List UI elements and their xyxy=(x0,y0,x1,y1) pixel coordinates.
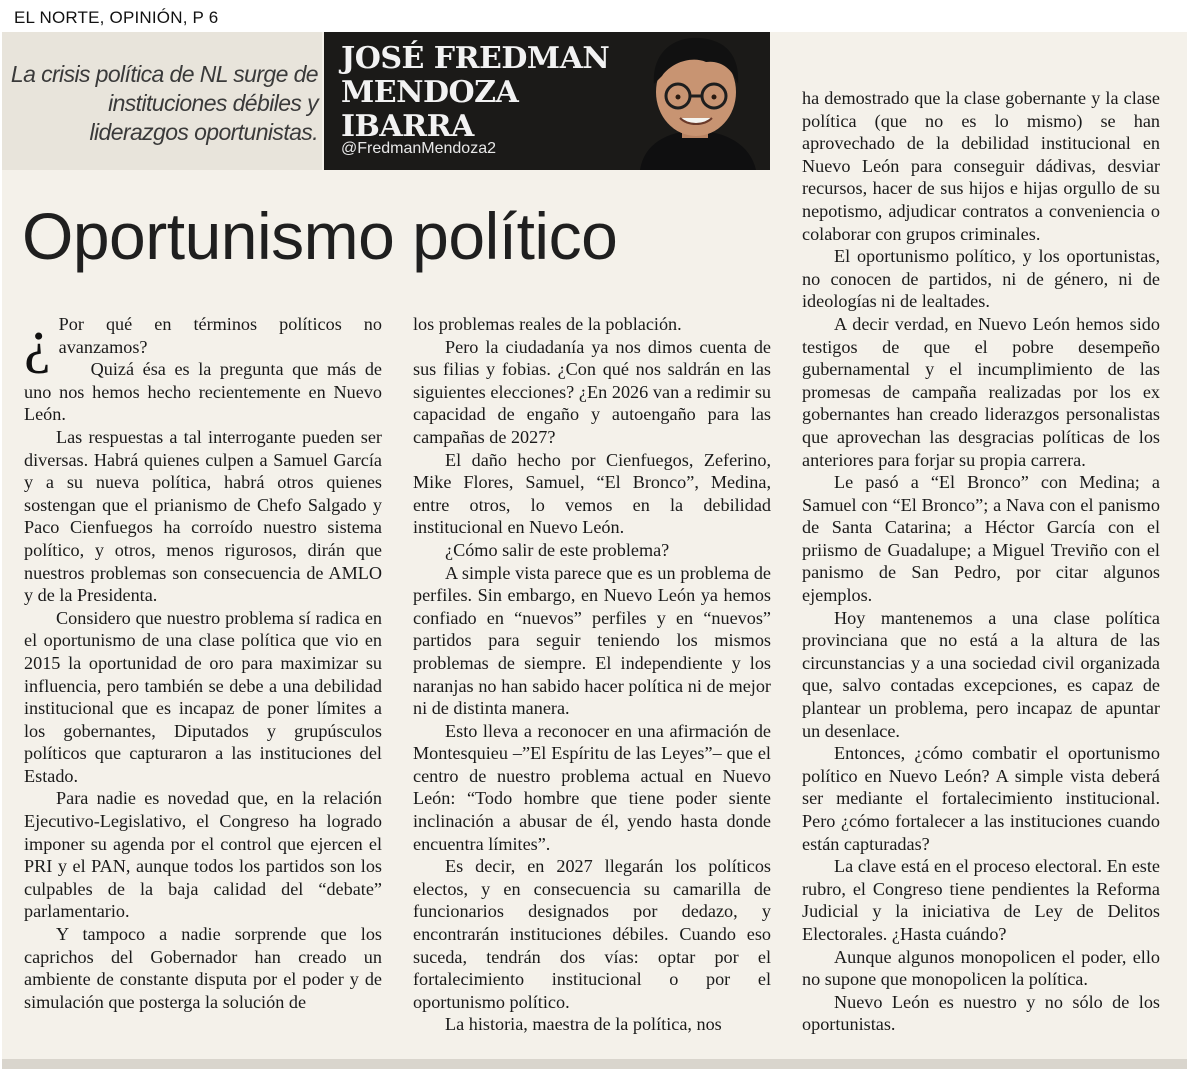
paragraph: Y tampoco a nadie sorprende que los caprichos del Gobernador han creado un ambiente de constante disputa por el poder y de simulación que posterga la solución de xyxy=(24,924,382,1012)
dropcap: ¿ xyxy=(24,308,51,374)
author-portrait xyxy=(622,32,770,170)
paragraph: Quizá ésa es la pregunta que más de uno nos hemos hecho recientemente en Nuevo León. xyxy=(24,359,382,425)
headline: Oportunismo político xyxy=(22,199,618,273)
paragraph: El daño hecho por Cienfuegos, Zeferino, Mike Flores, Samuel, “El Bronco”, Medina, entre otros, lo vemos en la debilidad institucional en Nuevo León. xyxy=(413,449,771,538)
author-name-line3: IBARRA xyxy=(341,109,474,144)
paragraph: El oportunismo político, y los oportunistas, no conocen de partidos, ni de género, ni de ideologías ni de lealtades. xyxy=(802,246,1160,312)
paragraph: Nuevo León es nuestro y no sólo de los oportunistas. xyxy=(802,991,1160,1035)
article-column-2 xyxy=(413,313,771,1036)
article-column-3 xyxy=(802,87,1160,1036)
article-column-1 xyxy=(24,308,382,1013)
author-name xyxy=(341,42,609,144)
author-name-line2: MENDOZA xyxy=(341,75,519,110)
paragraph: Pero la ciudadanía ya nos dimos cuenta de sus filias y fobias. ¿Con qué nos saldrán en las siguientes elecciones? ¿En 2026 van a redimir su capacidad de engaño y autoengaño para las campañas de 2027? xyxy=(413,336,771,447)
author-handle: @FredmanMendoza2 xyxy=(341,140,496,157)
paragraph: La clave está en el proceso electoral. En este rubro, el Congreso tiene pendientes la Reforma Judicial y la iniciativa de Ley de Delitos Electorales. ¿Hasta cuándo? xyxy=(802,856,1160,944)
paragraph: A simple vista parece que es un problema de perfiles. Sin embargo, en Nuevo León ya hemos confiado en “nuevos” perfiles y en “nuevos” partidos para seguir teniendo los mismos problemas de siempre. El independiente y los naranjas no han sabido hacer política ni de mejor ni de distinta manera. xyxy=(413,562,771,719)
paragraph: Es decir, en 2027 llegarán los políticos electos, y en consecuencia su camarilla de funcionarios designados por dedazo, y encontrarán instituciones débiles. Cuando eso suceda, tendrán dos vías: optar por el fortalecimiento institucional o por el oportunismo político. xyxy=(413,856,771,1012)
paragraph: Aunque algunos monopolicen el poder, ello no supone que monopolicen la política. xyxy=(802,946,1160,990)
paragraph: Las respuestas a tal interrogante pueden ser diversas. Habrá quienes culpen a Samuel García y a su nueva política, habrá otros quienes sostengan que el prianismo de Chefo Salgado y Paco Cienfuegos ha corroído nuestro sistema político, y otros, menos rigurosos, dirán que nuestros problemas son consecuencia de AMLO y de la Presidenta. xyxy=(24,426,382,606)
paragraph: Hoy mantenemos a una clase política provinciana que no está a la altura de las circunstancias y a una sociedad civil organizada que, salvo contadas excepciones, es capaz de plantear un problema, pero incapaz de apuntar un desenlace. xyxy=(802,607,1160,741)
paragraph: ¿Cómo salir de este problema? xyxy=(445,539,670,560)
paragraph: Le pasó a “El Bronco” con Medina; a Samuel con “El Bronco”; a Nava con el panismo de Santa Catarina; a Héctor García con el priismo de Guadalupe; a Miguel Treviño con el panismo de San Pedro, por citar algunos ejemplos. xyxy=(802,472,1160,606)
paragraph: Entonces, ¿cómo combatir el oportunismo político en Nuevo León? A simple vista deberá ser mediante el fortalecimiento institucional. Pero ¿cómo fortalecer a las instituciones cuando están capturadas? xyxy=(802,743,1160,854)
lead-text: La crisis política de NL surge de instituciones débiles y liderazgos oportunistas. xyxy=(10,61,318,145)
paragraph: Considero que nuestro problema sí radica en el oportunismo de una clase política que vio en 2015 la oportunidad de oro para maximizar su influencia, pero también se debe a una debilidad institucional que es incapaz de poner límites a los gobernantes, Diputados y grupúsculos políticos que capturaron a las instituciones del Estado. xyxy=(24,607,382,786)
paragraph: Para nadie es novedad que, en la relación Ejecutivo-Legislativo, el Congreso ha logrado imponer su agenda por el control que ejercen el PRI y el PAN, aunque todos los partidos son los culpables de la baja calidad del “debate” parlamentario. xyxy=(24,788,382,922)
paragraph: ha demostrado que la clase gobernante y la clase política (que no es lo mismo) se han aprovechado de la debilidad institucional en Nuevo León para conseguir dádivas, desviar recursos, hacer de sus hijos e hijas orgullo de su nepotismo, adjudicar contratos a conveniencia o colaborar con grupos criminales. xyxy=(802,88,1160,244)
page-fold xyxy=(2,1059,1187,1069)
paragraph: A decir verdad, en Nuevo León hemos sido testigos de que el pobre desempeño gubernamental y el incumplimiento de las promesas de campaña realizadas por los ex gobernantes han creado liderazgos personalistas que aprovechan las desgracias políticas de los anteriores para forjar su propia carrera. xyxy=(802,313,1160,470)
paragraph: Por qué en términos políticos no avanzamos? xyxy=(58,314,382,357)
paragraph: Esto lleva a reconocer en una afirmación de Montesquieu –”El Espíritu de las Leyes”– que el centro de nuestro problema actual en Nuevo León: “Todo hombre que tiene poder siente inclinación a abusar de él, yendo hasta donde encuentra límites”. xyxy=(413,720,771,854)
source-label: EL NORTE, OPINIÓN, P 6 xyxy=(14,8,219,27)
author-name-line1: JOSÉ FREDMAN xyxy=(341,41,610,76)
author-banner xyxy=(324,32,770,170)
paragraph: los problemas reales de la población. xyxy=(413,314,682,334)
paragraph: La historia, maestra de la política, nos xyxy=(445,1014,722,1035)
